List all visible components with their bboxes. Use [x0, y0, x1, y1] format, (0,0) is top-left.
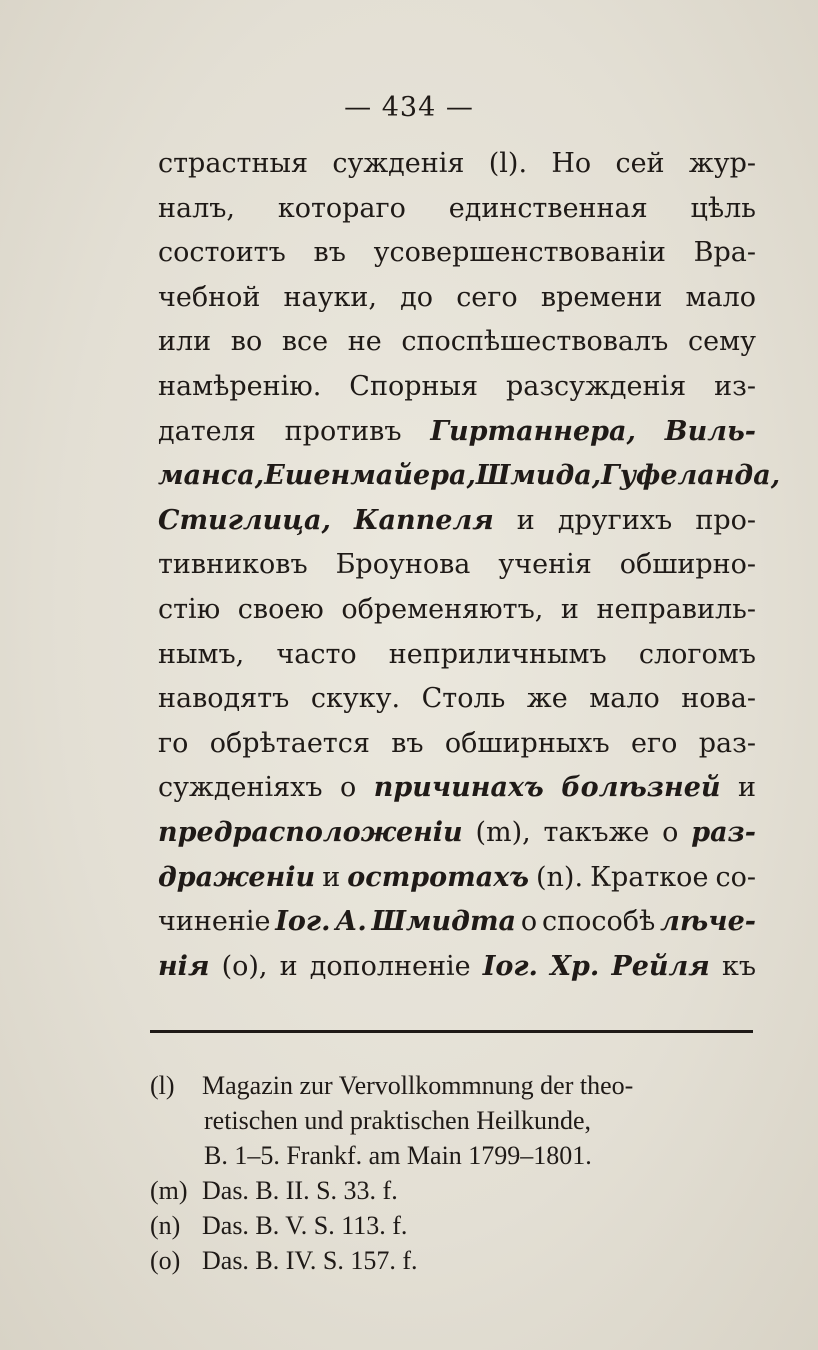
word: разсужденія [505, 370, 687, 402]
word: сей [615, 148, 665, 179]
word: обрѣтается [209, 727, 370, 759]
footnote-line [150, 1068, 760, 1103]
footnote-text: B. 1–5. Frankf. am Main 1799–1801. [204, 1141, 592, 1170]
word: такъже [543, 816, 650, 848]
word: из- [714, 370, 756, 402]
footnotes [150, 1068, 760, 1278]
word: Столь [421, 683, 506, 715]
word: состоитъ [158, 237, 286, 269]
word: обширно- [619, 549, 756, 581]
word: нова- [681, 683, 756, 715]
word: и [738, 772, 756, 804]
text-line [158, 276, 756, 321]
footnote-mark: (m) [150, 1176, 188, 1205]
word: не [347, 326, 382, 358]
word: болѣзней [561, 772, 721, 804]
word: Шмида, [475, 460, 602, 492]
word: Іог. [275, 906, 331, 938]
text-line [158, 588, 756, 633]
word: котораго [277, 192, 406, 224]
page-number: — 434 — [344, 92, 474, 123]
word: и [322, 861, 341, 893]
word: манса, [158, 460, 265, 492]
text-line [158, 677, 756, 722]
word: скуку. [310, 683, 401, 715]
word: о [520, 906, 538, 938]
word: Но [551, 148, 592, 179]
footnote-text: Das. B. IV. S. 157. f. [202, 1246, 418, 1275]
word: Гуфеланда, [601, 460, 781, 492]
footnote-text: Das. B. II. S. 33. f. [202, 1176, 398, 1205]
word: Шмидта [371, 906, 517, 938]
word: обширныхъ [444, 727, 610, 759]
word: Гиртаннера, [430, 415, 636, 447]
word: неприличнымъ [388, 638, 607, 670]
footnote-line [150, 1173, 760, 1208]
word: Рейля [611, 950, 710, 982]
word: въ [313, 237, 346, 269]
word: лѣче- [660, 906, 756, 938]
word: (n). [536, 861, 584, 893]
word: Спорныя [349, 370, 479, 402]
text-line [158, 187, 756, 232]
word: дателя [158, 415, 256, 447]
word: тивниковъ [158, 549, 308, 581]
word: Каппеля [353, 504, 494, 536]
word: причинахъ [373, 772, 544, 804]
word: усовершенствованіи [373, 237, 666, 269]
text-line [158, 811, 756, 856]
word: и [279, 950, 298, 982]
word: науки, [283, 281, 377, 313]
footnote-line [150, 1103, 760, 1138]
word: предрасположеніи [158, 816, 463, 848]
word: единственная [448, 192, 648, 224]
word: чебной [158, 281, 261, 313]
word: Хр. [550, 950, 600, 982]
footnote-line [150, 1243, 760, 1278]
text-line [158, 856, 756, 901]
word: (l). [488, 148, 528, 179]
word: Виль- [664, 415, 756, 447]
word: же [526, 683, 568, 715]
word: про- [695, 504, 756, 536]
word: сему [687, 326, 756, 358]
word: намѣренію. [158, 370, 322, 402]
text-line [158, 231, 756, 276]
text-line [158, 543, 756, 588]
footnote-text: Magazin zur Vervollkommnung der theo- [202, 1071, 634, 1100]
footnote-mark: (l) [150, 1071, 175, 1100]
text-line [158, 766, 756, 811]
word: или [158, 326, 212, 358]
word: раз- [698, 727, 756, 759]
word: нымъ, [158, 638, 245, 670]
word: цѣль [690, 192, 756, 224]
word: жур- [688, 148, 756, 179]
word: драженіи [158, 861, 316, 893]
word: своею [237, 593, 324, 625]
word: обременяютъ, [341, 593, 544, 625]
word: мало [589, 683, 660, 715]
word: его [631, 727, 678, 759]
text-line [158, 142, 756, 187]
text-line [158, 320, 756, 365]
word: сужденіяхъ [158, 772, 323, 804]
word: стію [158, 593, 221, 625]
text-line [158, 945, 756, 990]
word: (m), [475, 816, 531, 848]
word: страстныя [158, 148, 309, 179]
footnote-mark: (o) [150, 1246, 181, 1275]
word: въ [391, 727, 424, 759]
word: сего [456, 281, 518, 313]
word: о [340, 772, 357, 804]
text-line [158, 722, 756, 767]
word: сужденія [332, 148, 465, 179]
word: къ [721, 950, 756, 982]
word: Ешенмайера, [264, 460, 476, 492]
footnote-text: retischen und praktischen Heilkunde, [204, 1106, 591, 1135]
text-line [158, 633, 756, 678]
word: неправиль- [596, 593, 756, 625]
word: слогомъ [638, 638, 756, 670]
word: го [158, 727, 189, 759]
word: часто [276, 638, 357, 670]
word: чиненіе [158, 906, 271, 938]
word: со- [715, 861, 756, 893]
word: (o), [221, 950, 268, 982]
footnote-line [150, 1208, 760, 1243]
word: до [400, 281, 434, 313]
word: Краткое [590, 861, 709, 893]
word: А. [335, 906, 367, 938]
word: все [281, 326, 329, 358]
text-line [158, 365, 756, 410]
footnote-text: Das. B. V. S. 113. f. [202, 1211, 408, 1240]
text-line [158, 410, 756, 455]
word: во [230, 326, 263, 358]
word: Іог. [482, 950, 538, 982]
word: времени [540, 281, 663, 313]
word: Стиглица, [158, 504, 331, 536]
word: другихъ [557, 504, 673, 536]
text-line [158, 900, 756, 945]
word: и [560, 593, 579, 625]
word: способѣ [542, 906, 656, 938]
footnote-line [150, 1138, 760, 1173]
word: ученія [498, 549, 592, 581]
word: мало [685, 281, 756, 313]
word: дополненіе [309, 950, 471, 982]
word: налъ, [158, 192, 236, 224]
footnote-rule [150, 1030, 753, 1033]
body-text [158, 142, 781, 989]
footnote-mark: (n) [150, 1211, 181, 1240]
text-line [158, 454, 781, 499]
word: остротахъ [347, 861, 529, 893]
word: Вра- [693, 237, 756, 269]
word: раз- [691, 816, 756, 848]
word: Броунова [335, 549, 471, 581]
text-line [158, 499, 756, 544]
word: противъ [284, 415, 402, 447]
word: нія [158, 950, 210, 982]
word: споспѣшествовалъ [401, 326, 669, 358]
word: и [516, 504, 535, 536]
word: о [662, 816, 679, 848]
word: наводятъ [158, 683, 290, 715]
